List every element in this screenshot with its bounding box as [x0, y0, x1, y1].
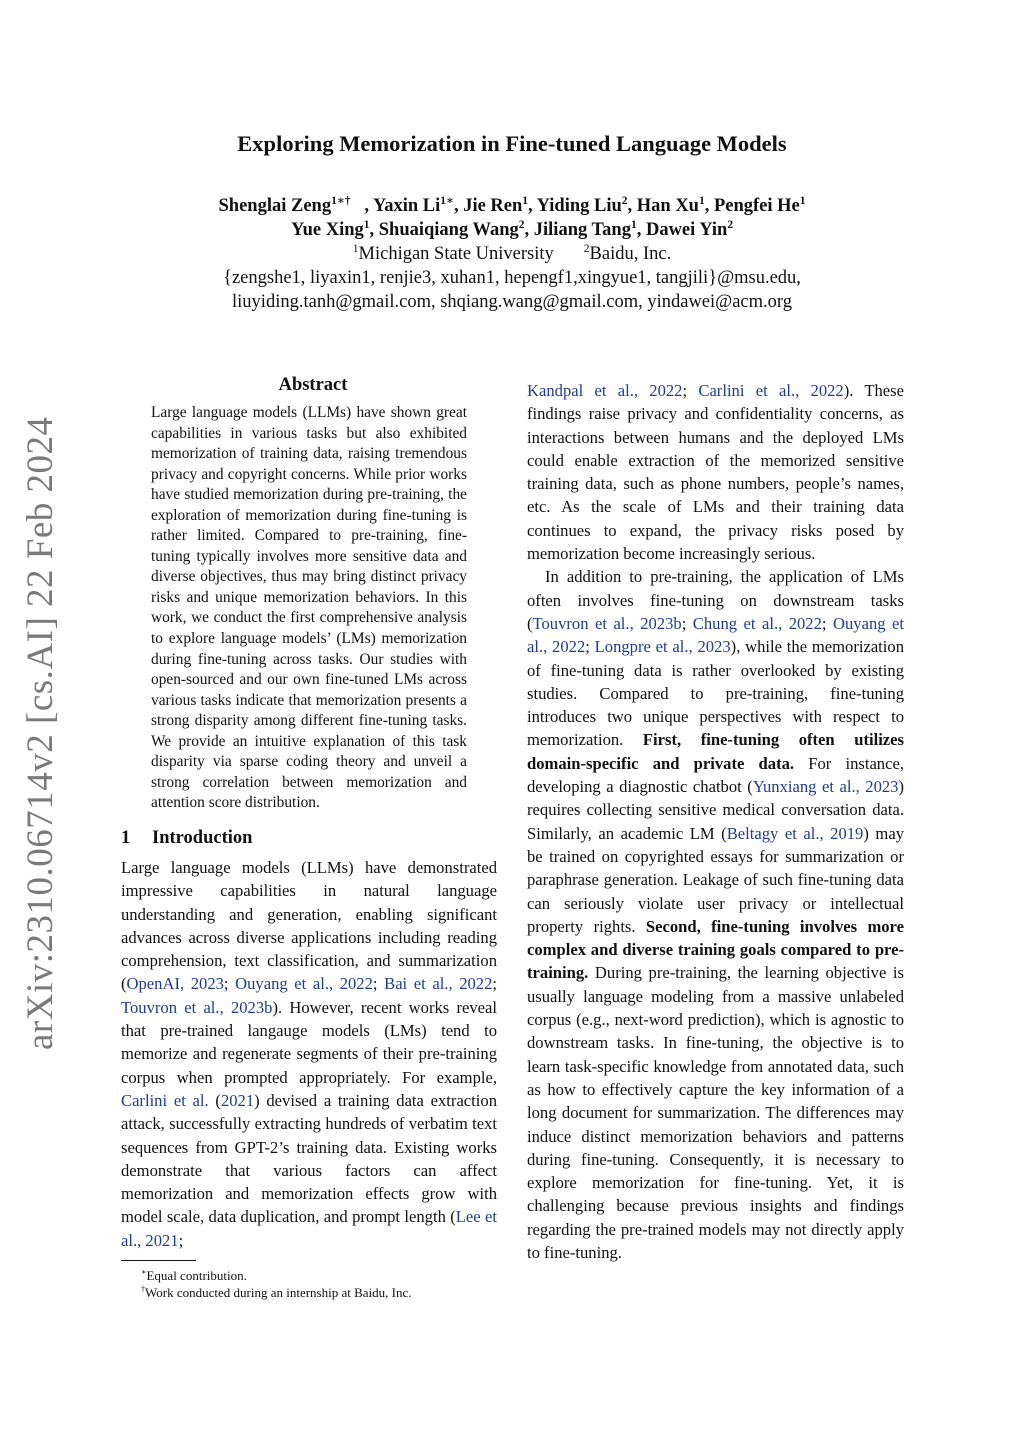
citation-link[interactable]: 2021	[220, 1090, 255, 1110]
affiliation: Baidu, Inc.	[589, 244, 672, 264]
body-text: ;	[821, 613, 833, 633]
citation-link[interactable]: Ouyang et al., 2022	[527, 613, 904, 657]
body-text: ) may be trained on copyrighted essays for summarization or paraphrase generation. Leakage of such fine-tuning data can seriously violate user privacy or intellectual property rights.	[527, 823, 904, 936]
body-text: ;	[585, 637, 595, 657]
author-mark: 1∗	[440, 194, 454, 207]
citation-link[interactable]: Kandpal et al., 2022	[527, 381, 683, 400]
body-text: For instance, developing a diagnostic chatbot (	[527, 753, 904, 797]
body-text: ;	[492, 974, 498, 994]
body-text: ), while the memorization of fine-tuning data is rather overlooked by existing studies. Compared to pre-training, fine-tuning introduces two unique perspectives with respect to memorization.	[527, 637, 904, 750]
author[interactable]: Shenglai Zeng	[218, 196, 332, 216]
email-line-1[interactable]: {zengshe1, liyaxin1, renjie3, xuhan1, hepengf1,xingyue1, tangjili}@msu.edu,	[223, 268, 801, 288]
footnote-equal-contribution	[121, 1267, 497, 1284]
emphasized-text: First, fine-tuning often utilizes domain-specific and private data.	[527, 730, 904, 773]
footnote-internship	[121, 1284, 497, 1301]
affiliations	[0, 244, 1024, 265]
body-text: In addition to pre-training, the application of LMs often involves fine-tuning on downstream tasks (	[527, 567, 904, 633]
author[interactable]: , Shuaiqiang Wang	[369, 220, 519, 240]
author-mark: 1	[799, 194, 806, 207]
right-column	[527, 379, 904, 1264]
author[interactable]: , Yiding Liu	[528, 196, 622, 216]
body-text: ;	[372, 974, 385, 994]
body-text: Large language models (LLMs) have demonstrated impressive capabilities in natural language understanding and generation, enabling significant advances across diverse applications including reading comprehension, text classification, and summarization (	[121, 857, 497, 994]
section-title: Introduction	[152, 827, 253, 848]
citation-link[interactable]: Bai et al., 2022	[384, 974, 493, 994]
body-text: ;	[178, 1230, 184, 1250]
body-text: ;	[682, 381, 699, 400]
abstract-body: Large language models (LLMs) have shown great capabilities in various tasks but also exhibited memorization of training data, raising tremendous privacy and copyright concerns. While prior works have studied memorization during pre-training, the exploration of memorization during fine-tuning is rather limited. Compared to pre-training, fine-tuning typically involves more sensitive data and diverse objectives, thus may bring distinct privacy risks and unique memorization behaviors. In this work, we conduct the first comprehensive analysis to explore language models’ (LMs) memorization during fine-tuning across tasks. Our studies with open-sourced and our own fine-tuned LMs across various tasks indicate that memorization presents a strong disparity among different fine-tuning tasks. We provide an intuitive explanation of this task disparity via sparse coding theory and unveil a strong correlation between memorization and attention score distribution.	[151, 404, 467, 812]
citation-link[interactable]: Touvron et al., 2023b	[121, 997, 273, 1017]
author-mark: 1	[698, 194, 705, 207]
arxiv-identifier-stamp: arXiv:2310.06714v2 [cs.AI] 22 Feb 2024	[20, 416, 61, 1050]
citation-link[interactable]: Yunxiang et al., 2023	[752, 777, 899, 797]
author[interactable]: , Han Xu	[627, 196, 699, 216]
body-text: ;	[681, 613, 693, 633]
author-mark: 2	[621, 194, 628, 207]
section-number: 1	[121, 827, 131, 848]
author[interactable]: , Jiliang Tang	[524, 220, 631, 240]
left-column	[121, 375, 497, 1301]
section-heading-introduction	[121, 828, 497, 849]
body-text: ;	[223, 974, 236, 994]
abstract-heading: Abstract	[278, 375, 348, 395]
emphasized-text: Second, fine-tuning involves more complex and diverse training goals compared to pre-training.	[527, 916, 904, 983]
citation-link[interactable]: Lee et al., 2021	[121, 1207, 497, 1250]
body-text: ) requires collecting sensitive medical conversation data. Similarly, an academic LM (	[527, 777, 905, 843]
author[interactable]: Yue Xing	[290, 220, 364, 240]
author[interactable]: , Jie Ren	[453, 196, 523, 216]
citation-link[interactable]: Beltagy et al., 2019	[726, 823, 864, 843]
intro-paragraph-2	[527, 379, 904, 565]
email-line-2[interactable]: liuyiding.tanh@gmail.com, shqiang.wang@gmail.com, yindawei@acm.org	[232, 292, 792, 312]
body-text: ) devised a training data extraction attack, successfully extracting hundreds of verbatim text sequences from GPT-2’s training data. Existing works demonstrate that various factors can affect memorization and memorization effects grow with model scale, data duplication, and prompt length (	[121, 1090, 497, 1227]
citation-link[interactable]: Chung et al., 2022	[692, 613, 822, 633]
citation-link[interactable]: Longpre et al., 2023	[594, 637, 731, 657]
paper-title: Exploring Memorization in Fine-tuned Language Models	[237, 131, 787, 156]
body-text: ). However, recent works reveal that pre-trained langauge models (LMs) tend to memorize and regenerate segments of their pre-training corpus when prompted appropriately. For example,	[121, 997, 498, 1087]
author-mark: 1	[522, 194, 529, 207]
footnote-mark: †	[141, 1284, 146, 1294]
citation-link[interactable]: Carlini et al., 2022	[698, 381, 844, 400]
intro-paragraph-3	[527, 565, 904, 1264]
author-mark: 1	[363, 218, 370, 231]
footnote-text: Work conducted during an internship at Baidu, Inc.	[145, 1284, 412, 1300]
affiliation: Michigan State University	[358, 244, 554, 264]
author-line-2	[0, 220, 1024, 241]
citation-link[interactable]: Ouyang et al., 2022	[235, 974, 373, 994]
footnote-mark: ∗	[141, 1267, 147, 1277]
footnote-divider	[121, 1260, 196, 1261]
author[interactable]: , Yaxin Li	[364, 196, 441, 216]
body-text: (	[208, 1090, 221, 1110]
author[interactable]: , Pengfei He	[704, 196, 800, 216]
citation-link[interactable]: Carlini et al.	[121, 1090, 209, 1110]
affiliation-mark: 2	[583, 242, 590, 255]
author-mark: 2	[518, 218, 525, 231]
citation-link[interactable]: OpenAI, 2023	[126, 974, 224, 994]
affiliation-mark: 1	[352, 242, 359, 255]
citation-link[interactable]: Touvron et al., 2023b	[532, 613, 682, 633]
body-text: During pre-training, the learning objective is usually language modeling from a massive unlabeled corpus (e.g., next-word prediction), which is agnostic to downstream tasks. In fine-tuning, the objective is to learn task-specific knowledge from annotated data, such as how to effectively capture the key information of a long document for summarization. The differences may induce distinct memorization behaviors and patterns during fine-tuning. Consequently, it is necessary to explore memorization for fine-tuning. Yet, it is challenging because previous insights and findings regarding the pre-trained models may not directly apply to fine-tuning.	[527, 963, 904, 1262]
body-text: ). These findings raise privacy and confidentiality concerns, as interactions between humans and the deployed LMs could enable extraction of the memorized sensitive training data, such as phone numbers, people’s names, etc. As the scale of LMs and their training data continues to expand, the privacy risks posed by memorization become increasingly serious.	[527, 381, 904, 564]
author-mark: 2	[727, 218, 734, 231]
author-mark: 1	[630, 218, 637, 231]
author-line-1	[0, 196, 1024, 217]
author[interactable]: , Dawei Yin	[636, 220, 728, 240]
footnote-text: Equal contribution.	[146, 1267, 247, 1283]
author-mark: 1∗†	[331, 194, 351, 207]
intro-paragraph-1	[121, 856, 497, 1252]
